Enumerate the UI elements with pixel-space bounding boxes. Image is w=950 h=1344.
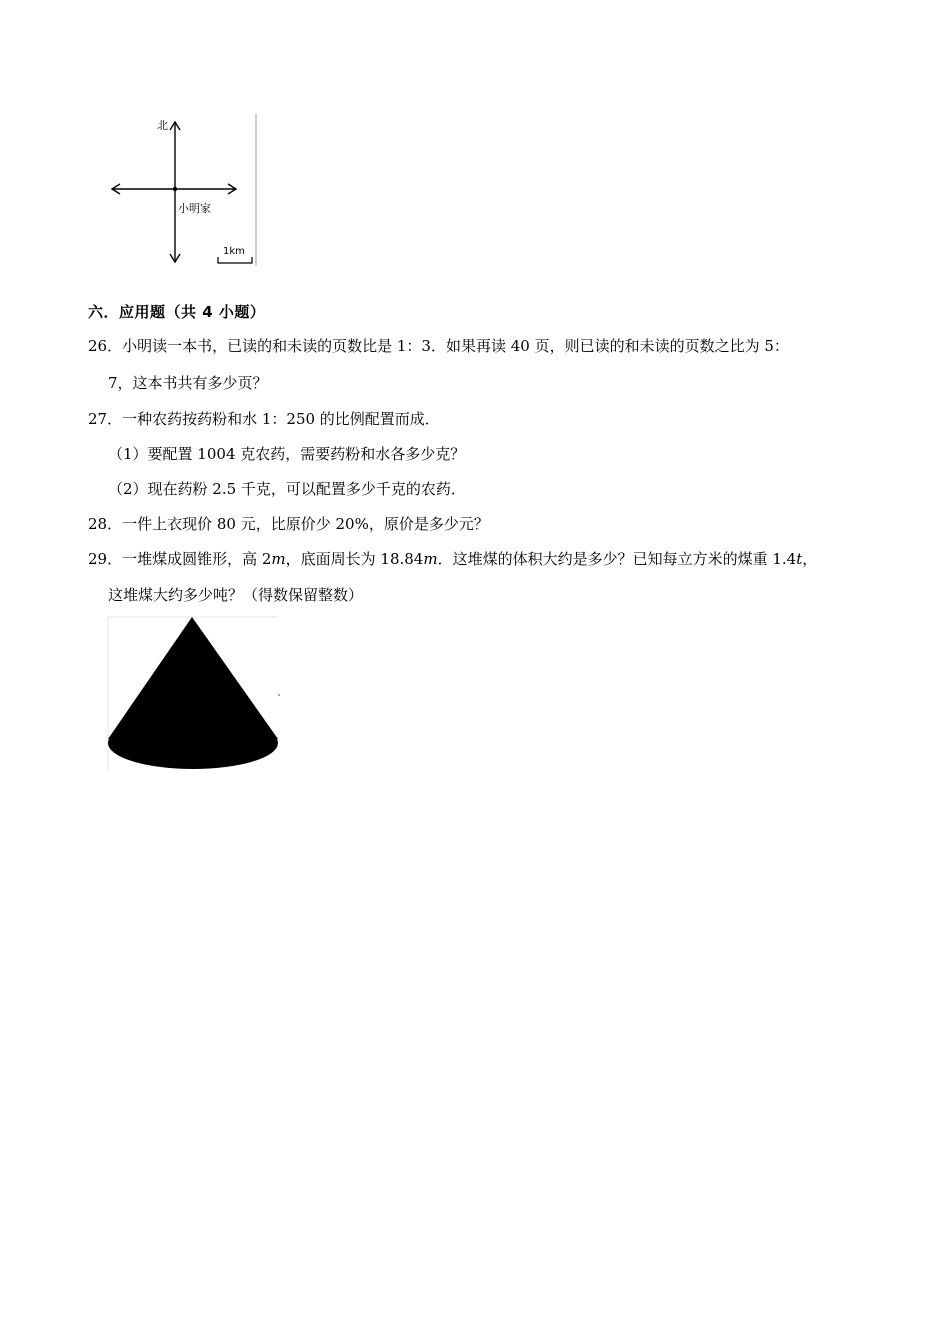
question-26-line1	[88, 335, 789, 357]
unit-meter: m	[423, 550, 438, 568]
question-26-line2	[108, 372, 268, 394]
question-number: 28．	[88, 515, 123, 533]
question-29-line2	[108, 584, 363, 606]
question-text: 小明读一本书，已读的和未读的页数比是 1：3．如果再读 40 页，则已读的和未读的页数之比为 5：	[122, 337, 789, 355]
question-subpart: （1）要配置 1004 克农药，需要药粉和水各多少克？	[108, 445, 466, 463]
question-text: 一堆煤成圆锥形，高 2	[122, 550, 272, 568]
home-label: 小明家	[178, 202, 211, 215]
cone-drawing	[106, 615, 282, 773]
question-text: ，底面周长为 18.84	[285, 550, 424, 568]
question-27-sub1	[108, 443, 465, 465]
question-27-line1	[88, 408, 440, 430]
question-text: ．这堆煤的体积大约是多少？已知每立方米的煤重 1.4	[437, 550, 797, 568]
direction-map-drawing	[106, 112, 258, 268]
direction-map-figure	[106, 112, 258, 268]
question-number: 29．	[88, 550, 123, 568]
unit-meter: m	[271, 550, 286, 568]
question-28-line1	[88, 513, 489, 535]
question-text: 一种农药按药粉和水 1：250 的比例配置而成．	[122, 410, 440, 428]
question-number: 26．	[88, 337, 123, 355]
coal-cone-figure	[106, 615, 282, 773]
unit-ton: t	[796, 550, 803, 568]
section-heading: 六．应用题（共 4 小题）	[88, 303, 266, 321]
question-number: 27．	[88, 410, 123, 428]
question-text: 这堆煤大约多少吨？（得数保留整数）	[108, 586, 364, 604]
question-text: ，	[802, 550, 818, 568]
question-text: 7，这本书共有多少页？	[108, 374, 268, 392]
question-text: 一件上衣现价 80 元，比原价少 20%，原价是多少元？	[122, 515, 489, 533]
scale-label: 1km	[223, 246, 245, 257]
north-label: 北	[157, 119, 168, 132]
question-27-sub2	[108, 478, 466, 500]
question-subpart: （2）现在药粉 2.5 千克，可以配置多少千克的农药．	[108, 480, 466, 498]
question-29-line1	[88, 548, 817, 570]
